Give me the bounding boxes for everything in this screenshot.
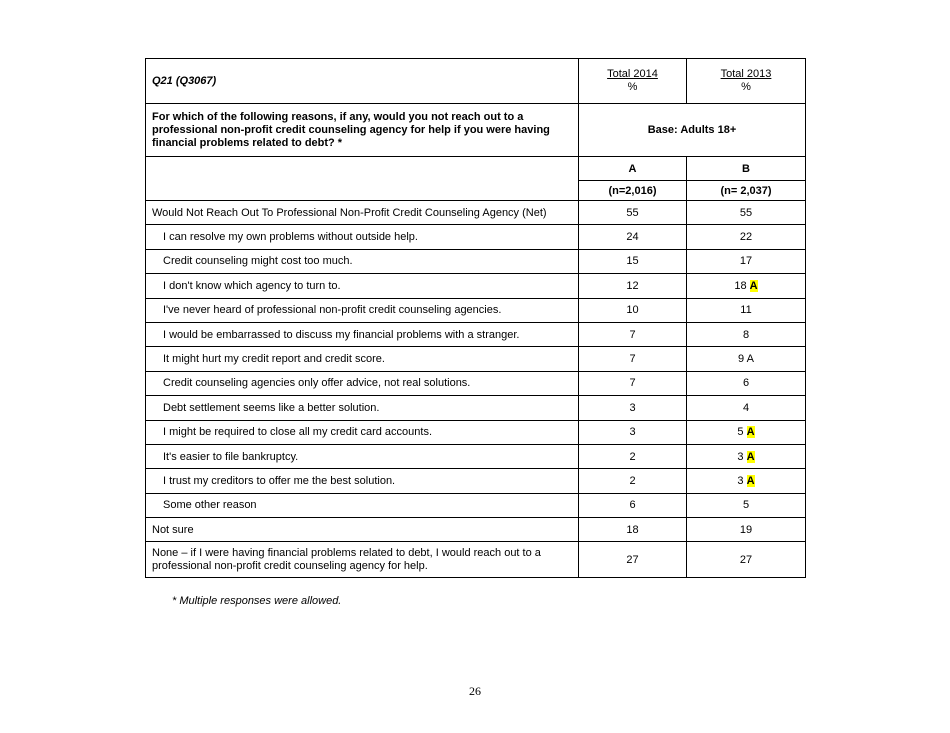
row-label: I would be embarrassed to discuss my financial problems with a stranger. [146,322,579,346]
question-row [146,104,806,157]
value-2013: 22 [739,231,753,244]
table-row [146,347,806,371]
value-2013-cell [687,274,806,298]
header-row [146,59,806,104]
survey-table [145,58,806,578]
value-2013-cell [687,201,806,225]
value-2014: 12 [579,274,687,298]
sample-size-2013: (n= 2,037) [687,181,806,201]
row-label: Not sure [146,518,579,542]
row-label: Credit counseling might cost too much. [146,249,579,273]
column-letter-2013: B [687,157,806,181]
significance-marker: A [746,450,755,463]
value-2013: 5 [737,426,744,439]
value-2014: 24 [579,225,687,249]
table-row [146,518,806,542]
value-2013: 8 [742,328,750,341]
value-2014: 18 [579,518,687,542]
row-label: Debt settlement seems like a better solution. [146,396,579,420]
significance-marker: A [746,474,755,487]
row-label: I've never heard of professional non-profit credit counseling agencies. [146,298,579,322]
value-2014: 2 [579,444,687,468]
value-2013-cell [687,249,806,273]
table-row [146,322,806,346]
row-label: I can resolve my own problems without outside help. [146,225,579,249]
table-row [146,444,806,468]
page-number: 26 [469,684,481,698]
significance-marker: A [749,279,758,292]
value-2013: 55 [739,206,753,219]
value-2013: 18 [734,279,747,292]
table-row [146,420,806,444]
table-row [146,469,806,493]
table-row [146,225,806,249]
base-label: Base: Adults 18+ [579,104,806,157]
question-text: For which of the following reasons, if any, would you not reach out to a professional non-profit credit counseling agency for help if you were having financial problems related to debt? * [146,104,579,157]
value-2014: 2 [579,469,687,493]
value-2014: 7 [579,371,687,395]
table-row [146,201,806,225]
blank-cell [146,157,579,201]
value-2014: 7 [579,322,687,346]
table-row [146,274,806,298]
column-title-2013: Total 2013 [720,68,772,80]
value-2013-cell [687,298,806,322]
value-2014: 27 [579,542,687,578]
column-title-2014: Total 2014 [607,68,658,80]
row-label: Would Not Reach Out To Professional Non-Profit Credit Counseling Agency (Net) [146,201,579,225]
row-label: I might be required to close all my credit card accounts. [146,420,579,444]
row-label: None – if I were having financial problems related to debt, I would reach out to a professional non-profit credit counseling agency for help. [146,542,579,578]
value-2013-cell [687,420,806,444]
value-2013: 19 [739,523,753,536]
column-header-2014 [579,59,687,104]
value-2014: 6 [579,493,687,517]
column-letter-row [146,157,806,181]
question-id: Q21 (Q3067) [146,59,579,104]
value-2014: 15 [579,249,687,273]
value-2013-cell [687,518,806,542]
value-2013: 6 [742,377,750,390]
column-header-2013 [687,59,806,104]
column-unit-2014: % [627,81,638,93]
value-2013: 3 [737,474,744,487]
footnote: * Multiple responses were allowed. [172,595,342,607]
value-2013-cell [687,322,806,346]
row-label: I don't know which agency to turn to. [146,274,579,298]
value-2014: 3 [579,396,687,420]
value-2013-cell [687,371,806,395]
row-label: It's easier to file bankruptcy. [146,444,579,468]
row-label: It might hurt my credit report and credit score. [146,347,579,371]
value-2013-cell [687,396,806,420]
value-2014: 3 [579,420,687,444]
table-row [146,298,806,322]
table-row [146,371,806,395]
value-2013-cell [687,225,806,249]
value-2014: 7 [579,347,687,371]
significance-marker: A [746,426,755,439]
column-letter-2014: A [579,157,687,181]
sample-size-2014: (n=2,016) [579,181,687,201]
row-label: Some other reason [146,493,579,517]
value-2013: 3 [737,450,744,463]
value-2013: 17 [739,255,753,268]
value-2013-cell [687,542,806,578]
table-row [146,493,806,517]
value-2014: 55 [579,201,687,225]
value-2013: 27 [739,553,753,566]
value-2013: 4 [742,401,750,414]
row-label: Credit counseling agencies only offer advice, not real solutions. [146,371,579,395]
value-2013: 11 [740,304,752,317]
row-label: I trust my creditors to offer me the best solution. [146,469,579,493]
value-2013-cell [687,347,806,371]
table-row [146,249,806,273]
table-row [146,542,806,578]
value-2013: 9 A [738,353,754,366]
value-2014: 10 [579,298,687,322]
column-unit-2013: % [741,81,751,93]
value-2013-cell [687,444,806,468]
table-row [146,396,806,420]
value-2013: 5 [742,499,750,512]
value-2013-cell [687,469,806,493]
value-2013-cell [687,493,806,517]
